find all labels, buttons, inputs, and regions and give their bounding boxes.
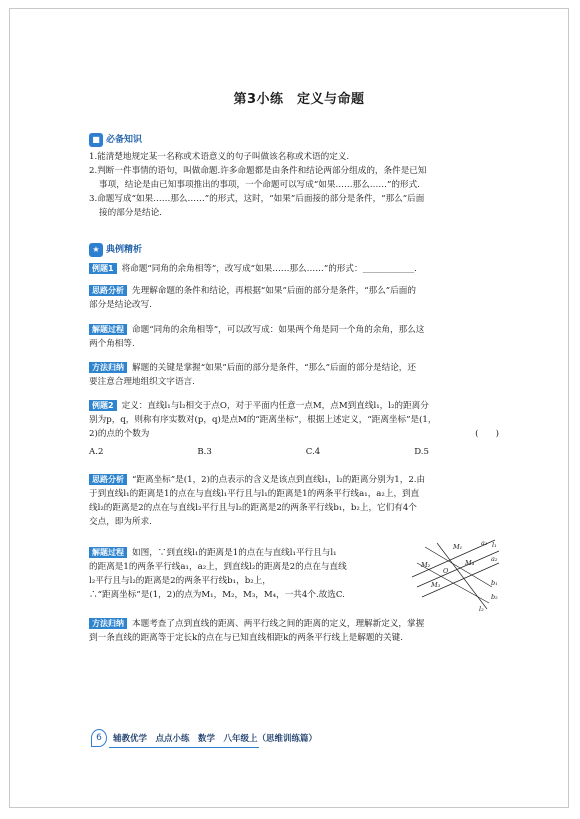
tag-solution: 解题过程 [89, 547, 127, 558]
diagram-label: M₂ [421, 561, 431, 569]
answer-bracket: ( ) [475, 429, 499, 439]
options-row [89, 445, 429, 459]
solution-line: ∴“距离坐标”是(1，2)的点为M₁，M₂，M₃，M₄，一共4个.故选C. [89, 590, 345, 600]
analysis-line: “距离坐标”是(1，2)的点表示的含义是该点到直线l₁，l₂的距离分别为1，2.由 [132, 475, 426, 485]
star-icon: ★ [89, 243, 103, 257]
diagram-label: a₁ [481, 539, 488, 547]
diagram-label: l₂ [479, 605, 484, 613]
solution-line: 命题“同角的余角相等”，可以改写成：如果两个角是同一个角的余角，那么这 [132, 325, 425, 335]
knowledge-line: 1.能清楚地规定某一名称或术语意义的句子叫做该名称或术语的定义. [89, 152, 350, 162]
diagram-label: a₂ [491, 555, 498, 563]
diagram-label: O [443, 567, 449, 575]
example-1 [89, 262, 509, 276]
solution-line: 两个角相等. [89, 339, 135, 349]
tag-solution: 解题过程 [89, 324, 127, 335]
example-2-analysis [89, 473, 509, 529]
option-c: C.4 [305, 447, 321, 457]
solution-line: 的距离是1的两条平行线a₁，a₂上，到直线l₂的距离是2的点在与直线 [89, 562, 347, 572]
analysis-line: 部分是结论改写. [89, 300, 152, 310]
knowledge-line: 2.判断一件事情的语句，叫做命题.许多命题都是由条件和结论两部分组成的，条件是已知 [89, 166, 427, 176]
example-1-solution [89, 323, 509, 351]
analysis-line: 线l₂的距离是2的点在与直线l₂平行且与l₂的距离是2的两条平行线b₁，b₂上，它们有4个 [89, 503, 417, 513]
footer-divider [109, 747, 259, 748]
section-header-examples [89, 243, 142, 257]
knowledge-line: 3.命题写成“如果……那么……”的形式，这时，“如果”后面接的部分是条件，“那么”后面 [89, 194, 425, 204]
section-label: 典例精析 [106, 245, 143, 255]
book-icon: ■ [89, 133, 103, 147]
footer [89, 727, 509, 753]
example-2-method [89, 617, 509, 645]
line-l2 [437, 543, 487, 609]
tag-method: 方法归纳 [89, 362, 127, 373]
tag-example: 例题1 [89, 263, 117, 274]
page [9, 8, 569, 808]
option-a: A.2 [89, 447, 104, 457]
example-1-method [89, 361, 509, 389]
solution-line: 如图，∵到直线l₁的距离是1的点在与直线l₁平行且与l₁ [132, 548, 337, 558]
tag-analysis: 思路分析 [89, 285, 127, 296]
example-line: 别为p，q，则称有序实数对(p，q)是点M的“距离坐标”，根据上述定义，“距离坐标”是(1， [89, 415, 437, 425]
line-b2 [417, 563, 489, 603]
section-label: 必备知识 [106, 135, 143, 145]
example-1-analysis [89, 284, 509, 312]
tag-method: 方法归纳 [89, 618, 127, 629]
tag-example: 例题2 [89, 400, 117, 411]
analysis-line: 先理解命题的条件和结论，再根据“如果”后面的部分是条件，“那么”后面的 [132, 286, 416, 296]
example-line: 定义：直线l₁与l₂相交于点O，对于平面内任意一点M，点M到直线l₁，l₂的距离分 [121, 401, 429, 411]
method-line: 要注意合理地组织文字语言. [89, 377, 195, 387]
method-line: 解题的关键是掌握“如果”后面的部分是条件，“那么”后面的部分是结论，还 [132, 363, 416, 373]
knowledge-list [89, 150, 509, 220]
diagram-label: b₁ [491, 579, 498, 587]
diagram-label: M₄ [465, 559, 475, 567]
page-number: 6 [91, 729, 107, 747]
method-line: 本题考查了点到直线的距离、两平行线之间的距离的定义，理解新定义，掌握 [132, 619, 425, 629]
diagram-label: M₁ [453, 543, 463, 551]
knowledge-line: 事项，结论是由已知事项推出的事项，一个命题可以写成“如果……那么……”的形式. [99, 180, 420, 190]
knowledge-line: 接的部分是结论. [99, 208, 162, 218]
example-line: 2)的点的个数为 [89, 429, 150, 439]
footer-title: 辅教优学 点点小练 数学 八年级上（思维训练篇） [113, 734, 318, 744]
method-line: 到一条直线的距离等于定长k的点在与已知直线相距k的两条平行线上是解题的关键. [89, 633, 403, 643]
example-2-solution [89, 546, 409, 602]
section-header-knowledge [89, 133, 142, 147]
diagram-label: M₃ [431, 581, 441, 589]
diagram-label: b₂ [491, 593, 498, 601]
diagram-label: l₁ [492, 541, 497, 549]
analysis-line: 于到直线l₁的距离是1的点在与直线l₁平行且与l₁的距离是1的两条平行线a₁，a₂上，到直 [89, 489, 420, 499]
example-2 [89, 399, 509, 459]
distance-diagram [407, 537, 502, 617]
answer-blank: ____________. [362, 264, 417, 274]
example-text: 将命题“同角的余角相等”，改写成“如果……那么……”的形式： [121, 264, 363, 274]
page-title: 第3小练 定义与命题 [233, 92, 365, 107]
tag-analysis: 思路分析 [89, 474, 127, 485]
analysis-line: 交点，即为所求. [89, 517, 152, 527]
option-d: D.5 [414, 447, 429, 457]
solution-line: l₂平行且与l₂的距离是2的两条平行线b₁，b₂上， [89, 576, 271, 586]
option-b: B.3 [197, 447, 212, 457]
